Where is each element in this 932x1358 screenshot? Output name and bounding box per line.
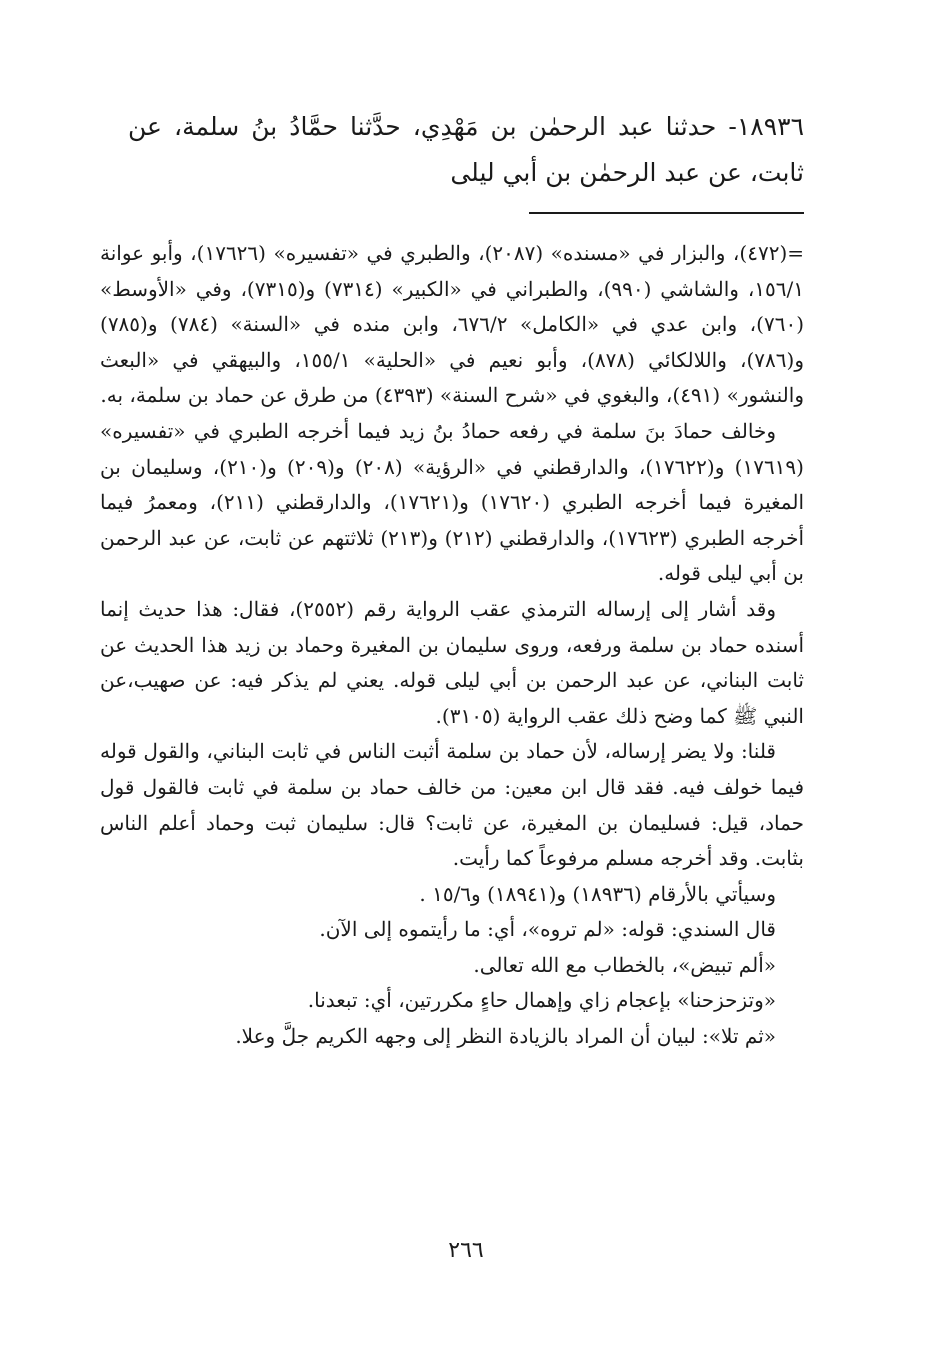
footnote-paragraph: قلنا: ولا يضر إرساله، لأن حماد بن سلمة أثبت الناس في ثابت البناني، والقول قوله فيما خولف فيه. فقد قال ابن معين: من خالف حماد بن سلمة في ثابت فالقول قول حماد، قيل: فسليمان بن المغيرة، عن ثابت؟ قال: سليمان ثبت وحماد أعلم الناس بثابت. وقد أخرجه مسلم مرفوعاً كما رأيت.	[100, 739, 804, 871]
footnote-paragraph: وسيأتي بالأرقام (١٨٩٣٦) و(١٨٩٤١) و١٥/٦ .	[419, 881, 776, 906]
footnote-divider	[529, 212, 804, 214]
footnote-paragraph: =(٤٧٢)، والبزار في «مسنده» (٢٠٨٧)، والطبري في «تفسيره» (١٧٦٢٦)، وأبو عوانة ١٥٦/١، والشاشي (٩٩٠)، والطبراني في «الكبير» (٧٣١٤) و(٧٣١٥)، وفي «الأوسط» (٧٦٠)، وابن عدي في «الكامل» ٦٧٦/٢، وابن منده في «السنة» (٧٨٤) و(٧٨٥) و(٧٨٦)، واللالكائي (٨٧٨)، وأبو نعيم في «الحلية» ١٥٥/١، والبيهقي في «البعث والنشور» (٤٩١)، والبغوي في «شرح السنة» (٤٣٩٣) من طرق عن حماد بن سلمة، به.	[100, 241, 804, 408]
footnote-paragraph: قال السندي: قوله: «لم تروه»، أي: ما رأيتموه إلى الآن.	[319, 917, 776, 942]
hadith-text: ١٨٩٣٦- حدثنا عبد الرحمٰن بن مَهْدِي، حدَّثنا حمَّادُ بنُ سلمة، عن ثابت، عن عبد الرحمٰن بن أبي ليلى	[128, 112, 804, 187]
footnote-paragraph: «ألم تبيض»، بالخطاب مع الله تعالى.	[473, 952, 776, 977]
footnote-paragraph: «ثم تلا»: لبيان أن المراد بالزيادة النظر إلى وجهه الكريم جلَّ وعلا.	[235, 1024, 776, 1049]
page-number: ٢٦٦	[448, 1238, 484, 1263]
footnote-paragraph: وقد أشار إلى إرساله الترمذي عقب الرواية رقم (٢٥٥٢)، فقال: هذا حديث إنما أسنده حماد بن سلمة ورفعه، وروى سليمان بن المغيرة وحماد بن زيد هذا الحديث عن ثابت البناني، عن عبد الرحمن بن أبي ليلى قوله. يعني لم يذكر فيه: عن صهيب،عن النبي ﷺ كما وضح ذلك عقب الرواية (٣١٠٥).	[100, 596, 804, 728]
footnotes-block	[100, 236, 804, 1055]
hadith-text-block	[128, 104, 804, 196]
footnote-paragraph: وخالف حمادَ بنَ سلمة في رفعه حمادُ بنُ زيد فيما أخرجه الطبري في «تفسيره» (١٧٦١٩) و(١٧٦٢٢)، والدارقطني في «الرؤية» (٢٠٨) و(٢٠٩) و(٢١٠)، وسليمان بن المغيرة فيما أخرجه الطبري (١٧٦٢٠) و(١٧٦٢١)، والدارقطني (٢١١)، ومعمرُ فيما أخرجه الطبري (١٧٦٢٣)، والدارقطني (٢١٢) و(٢١٣) ثلاثتهم عن ثابت، عن عبد الرحمن بن أبي ليلى قوله.	[100, 418, 805, 586]
footnote-paragraph: «وتزحزحنا» بإعجام زاي وإهمال حاءٍ مكررتين، أي: تبعدنا.	[307, 988, 776, 1013]
